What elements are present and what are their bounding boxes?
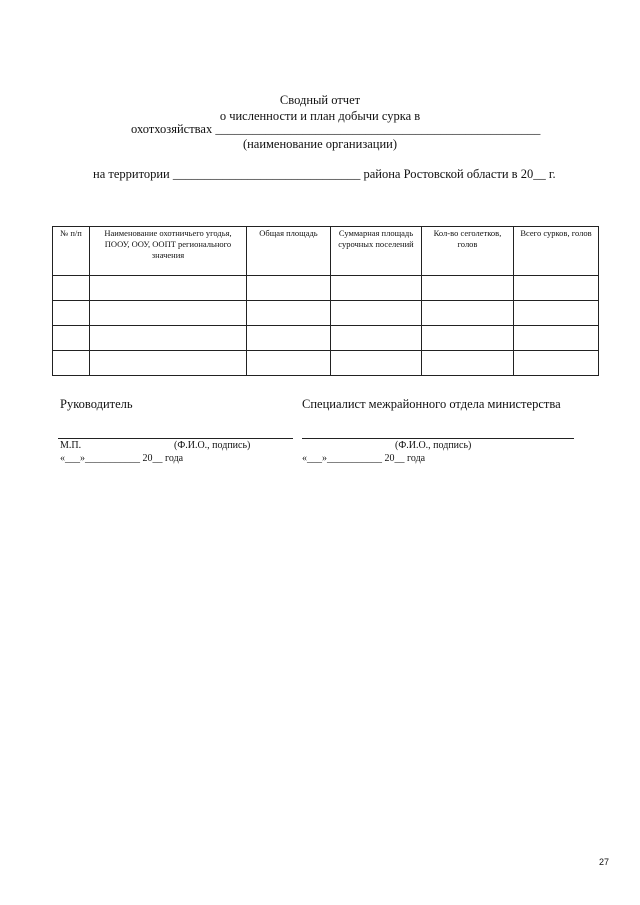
signature-right-title: Специалист межрайонного отдела министерства xyxy=(302,397,561,411)
table-cell xyxy=(247,326,331,351)
stamp-label: М.П. xyxy=(60,440,82,451)
table-cell xyxy=(53,276,90,301)
table-cell xyxy=(90,351,247,376)
table-header-row xyxy=(53,227,599,276)
table-cell xyxy=(422,301,514,326)
table-row xyxy=(53,351,599,376)
signature-right-date: «___»___________ 20__ года xyxy=(302,453,426,464)
column-header-settlement-area: Суммарная площадь сурочных поселений xyxy=(331,227,422,276)
table-cell xyxy=(90,276,247,301)
column-header-total-area: Общая площадь xyxy=(247,227,331,276)
column-header-yearlings: Кол-во сеголетков, голов xyxy=(422,227,514,276)
table-cell xyxy=(514,351,599,376)
table-cell xyxy=(53,301,90,326)
table-cell xyxy=(247,351,331,376)
territory-line: на территории ______________________________ района Ростовской области в 20__ г. xyxy=(93,167,556,181)
table-cell xyxy=(247,276,331,301)
table-cell xyxy=(422,351,514,376)
signature-right-line xyxy=(302,438,574,439)
table-cell xyxy=(53,326,90,351)
table-cell xyxy=(514,276,599,301)
signature-left-date: «___»___________ 20__ года xyxy=(60,453,184,464)
table-row xyxy=(53,326,599,351)
table-cell xyxy=(514,326,599,351)
table-cell xyxy=(90,326,247,351)
table-row xyxy=(53,276,599,301)
table-cell xyxy=(331,351,422,376)
table-cell xyxy=(422,326,514,351)
column-header-total-marmots: Всего сурков, голов xyxy=(514,227,599,276)
column-header-hunting-ground: Наименование охотничьего угодья, ПООУ, ООУ, ООПТ регионального значения xyxy=(90,227,247,276)
signature-left-line xyxy=(58,438,293,439)
table-cell xyxy=(514,301,599,326)
table-cell xyxy=(331,301,422,326)
signature-left-fio-hint: (Ф.И.О., подпись) xyxy=(174,440,251,451)
signature-left-title: Руководитель xyxy=(60,397,133,411)
report-table xyxy=(52,226,599,376)
table-cell xyxy=(90,301,247,326)
organization-line: охотхозяйствах ____________________________________________________ xyxy=(131,122,541,136)
table-cell xyxy=(331,276,422,301)
table-row xyxy=(53,301,599,326)
table-cell xyxy=(247,301,331,326)
report-subtitle: о численности и план добычи сурка в xyxy=(219,109,421,123)
report-title: Сводный отчет xyxy=(279,93,361,107)
signature-right-fio-hint: (Ф.И.О., подпись) xyxy=(395,440,472,451)
table-cell xyxy=(331,326,422,351)
column-header-number: № п/п xyxy=(53,227,90,276)
organization-hint: (наименование организации) xyxy=(242,137,398,151)
table-cell xyxy=(53,351,90,376)
page-number: 27 xyxy=(599,857,610,867)
table-cell xyxy=(422,276,514,301)
